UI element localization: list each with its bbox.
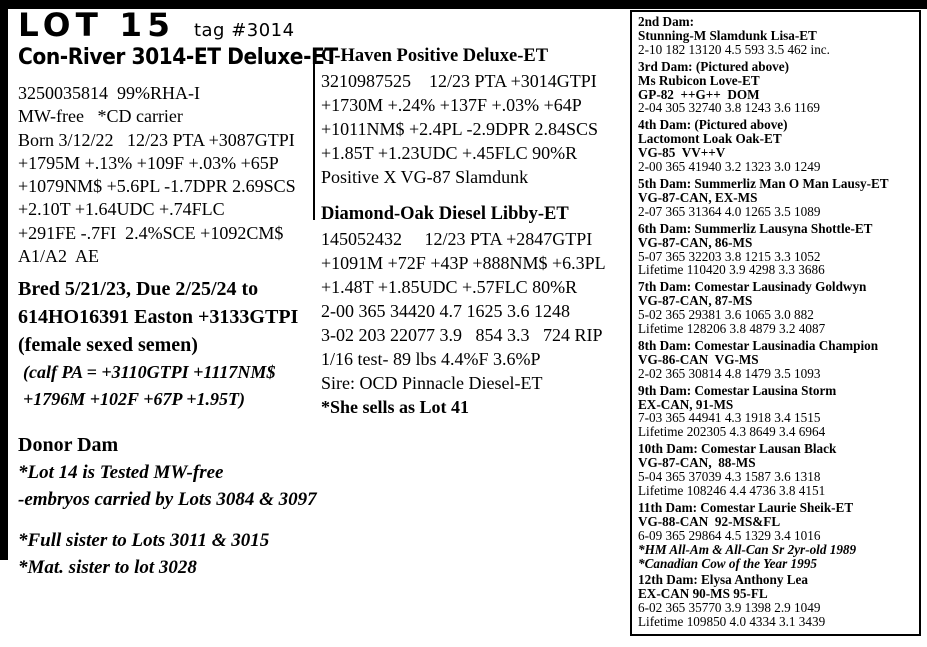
text-line: A1/A2 AE <box>18 246 99 267</box>
text-line: (female sexed semen) <box>18 334 198 357</box>
text-line: Lifetime 128206 3.8 4879 3.2 4087 <box>638 321 826 337</box>
sisters-block <box>18 527 318 581</box>
text-line: 2-04 305 32740 3.8 1243 3.6 1169 <box>638 100 820 116</box>
text-line: (calf PA = +3110GTPI +1117NM$ <box>23 362 276 383</box>
left-column <box>18 6 338 581</box>
text-line: 2-00 365 34420 4.7 1625 3.6 1248 <box>321 301 570 321</box>
dam-block <box>638 442 913 498</box>
text-line: 2-07 365 31364 4.0 1265 3.5 1089 <box>638 203 821 219</box>
text-line: 11th Dam: Comestar Laurie Sheik-ET <box>638 499 854 515</box>
text-line: 3-02 203 22077 3.9 854 3.3 724 RIP <box>321 325 603 345</box>
text-line: 6-09 365 29864 4.5 1329 3.4 1016 <box>638 527 821 543</box>
text-line: *Full sister to Lots 3011 & 3015 <box>18 530 270 552</box>
text-line: C-Haven Positive Deluxe-ET <box>321 46 549 66</box>
text-line: 614HO16391 Easton +3133GTPI <box>18 306 299 329</box>
text-line: 7th Dam: Comestar Lausinady Goldwyn <box>638 279 867 295</box>
text-line: +1796M +102F +67P +1.95T) <box>23 389 246 410</box>
breeding-block <box>18 275 318 413</box>
text-line: EX-CAN, 91-MS <box>638 396 734 412</box>
animal-name: Con-River 3014-ET Deluxe-ET <box>18 45 338 70</box>
text-line: +1011NM$ +2.4PL -2.9DPR 2.84SCS <box>321 119 599 139</box>
dam-block <box>638 280 913 336</box>
donor-block <box>18 431 318 513</box>
text-line: VG-87-CAN, EX-MS <box>638 189 758 205</box>
dam-history-box <box>630 10 921 636</box>
text-line: Positive X VG-87 Slamdunk <box>321 167 529 187</box>
text-line: 5-02 365 29381 3.6 1065 3.0 882 <box>638 307 814 323</box>
text-line: Lactomont Loak Oak-ET <box>638 131 782 147</box>
text-line: +2.10T +1.64UDC +.74FLC <box>18 199 225 220</box>
pedigree-block <box>18 82 318 268</box>
text-line: 5-04 365 37039 4.3 1587 3.6 1318 <box>638 469 821 485</box>
text-line: VG-87-CAN, 88-MS <box>638 455 756 471</box>
text-line: 8th Dam: Comestar Lausinadia Champion <box>638 337 879 353</box>
left-edge-bar <box>0 0 8 560</box>
dam-block <box>638 222 913 278</box>
text-line: +1730M +.24% +137F +.03% +64P <box>321 95 582 115</box>
text-line: Sire: OCD Pinnacle Diesel-ET <box>321 373 543 393</box>
dam-block <box>638 384 913 440</box>
middle-column <box>321 44 621 419</box>
text-line: 7-03 365 44941 4.3 1918 3.4 1515 <box>638 410 821 426</box>
text-line: 5-07 365 32203 3.8 1215 3.3 1052 <box>638 248 821 264</box>
dam-block <box>638 15 913 57</box>
dam-block <box>638 339 913 381</box>
dam-block <box>638 501 913 571</box>
text-line: 2nd Dam: <box>638 14 695 29</box>
dam-block <box>638 177 913 219</box>
dam-block <box>638 60 913 116</box>
text-line: Lifetime 110420 3.9 4298 3.3 3686 <box>638 262 825 278</box>
text-line: EX-CAN 90-MS 95-FL <box>638 586 768 602</box>
text-line: VG-85 VV++V <box>638 145 726 161</box>
text-line: 5th Dam: Summerliz Man O Man Lausy-ET <box>638 175 889 191</box>
sire-deluxe-block <box>321 44 621 189</box>
text-line: VG-86-CAN VG-MS <box>638 351 759 367</box>
text-line: *HM All-Am & All-Can Sr 2yr-old 1989 <box>638 541 857 557</box>
text-line: Ms Rubicon Love-ET <box>638 72 760 88</box>
lot-header <box>18 6 318 46</box>
text-line: Stunning-M Slamdunk Lisa-ET <box>638 27 817 43</box>
tag-number: tag #3014 <box>193 20 295 41</box>
text-line: 10th Dam: Comestar Lausan Black <box>638 441 837 457</box>
dam-block <box>638 573 913 629</box>
dam-blocks <box>638 15 913 629</box>
text-line: 3250035814 99%RHA-I <box>18 83 200 103</box>
text-line: Donor Dam <box>18 434 119 457</box>
text-line: 4th Dam: (Pictured above) <box>638 117 788 133</box>
text-line: +1091M +72F +43P +888NM$ +6.3PL <box>321 253 606 273</box>
text-line: 6th Dam: Summerliz Lausyna Shottle-ET <box>638 220 873 236</box>
dam-block <box>638 118 913 174</box>
text-line: GP-82 ++G++ DOM <box>638 86 760 102</box>
text-line: +1795M +.13% +109F +.03% +65P <box>18 152 279 173</box>
text-line: 145052432 12/23 PTA +2847GTPI <box>321 229 593 249</box>
text-line: 3rd Dam: (Pictured above) <box>638 58 790 74</box>
lot-number: LOT 15 <box>18 6 176 44</box>
text-line: 9th Dam: Comestar Lausina Storm <box>638 382 837 398</box>
text-line: Bred 5/21/23, Due 2/25/24 to <box>18 278 259 301</box>
text-line: 1/16 test- 89 lbs 4.4%F 3.6%P <box>321 349 541 369</box>
text-line: *Mat. sister to lot 3028 <box>18 557 197 579</box>
text-line: *Lot 14 is Tested MW-free <box>18 462 224 484</box>
text-line: +291FE -.7FI 2.4%SCE +1092CM$ <box>18 222 284 243</box>
text-line: -embryos carried by Lots 3084 & 3097 <box>18 489 317 511</box>
text-line: VG-87-CAN, 87-MS <box>638 293 753 309</box>
text-line: MW-free *CD carrier <box>18 106 183 127</box>
text-line: 3210987525 12/23 PTA +3014GTPI <box>321 71 597 91</box>
text-line: +1079NM$ +5.6PL -1.7DPR 2.69SCS <box>18 176 296 197</box>
text-line: Lifetime 202305 4.3 8649 3.4 6964 <box>638 424 826 440</box>
text-line: VG-87-CAN, 86-MS <box>638 234 753 250</box>
text-line: 6-02 365 35770 3.9 1398 2.9 1049 <box>638 600 821 616</box>
text-line: +1.48T +1.85UDC +.57FLC 80%R <box>321 277 578 297</box>
text-line: Lifetime 109850 4.0 4334 3.1 3439 <box>638 614 826 630</box>
text-line: 2-00 365 41940 3.2 1323 3.0 1249 <box>638 159 821 175</box>
text-line: Diamond-Oak Diesel Libby-ET <box>321 204 569 224</box>
text-line: *She sells as Lot 41 <box>321 397 470 417</box>
middle-column-blocks <box>321 44 621 419</box>
dam-libby-block <box>321 202 621 419</box>
text-line: 2-02 365 30814 4.8 1479 3.5 1093 <box>638 365 821 381</box>
text-line: 2-10 182 13120 4.5 593 3.5 462 inc. <box>638 41 830 57</box>
text-line: VG-88-CAN 92-MS&FL <box>638 513 781 529</box>
text-line: +1.85T +1.23UDC +.45FLC 90%R <box>321 143 578 163</box>
text-line: Lifetime 108246 4.4 4736 3.8 4151 <box>638 483 826 498</box>
left-column-blocks <box>18 82 318 581</box>
text-line: 12th Dam: Elysa Anthony Lea <box>638 572 808 588</box>
text-line: Born 3/12/22 12/23 PTA +3087GTPI <box>18 129 295 150</box>
text-line: *Canadian Cow of the Year 1995 <box>638 555 817 571</box>
